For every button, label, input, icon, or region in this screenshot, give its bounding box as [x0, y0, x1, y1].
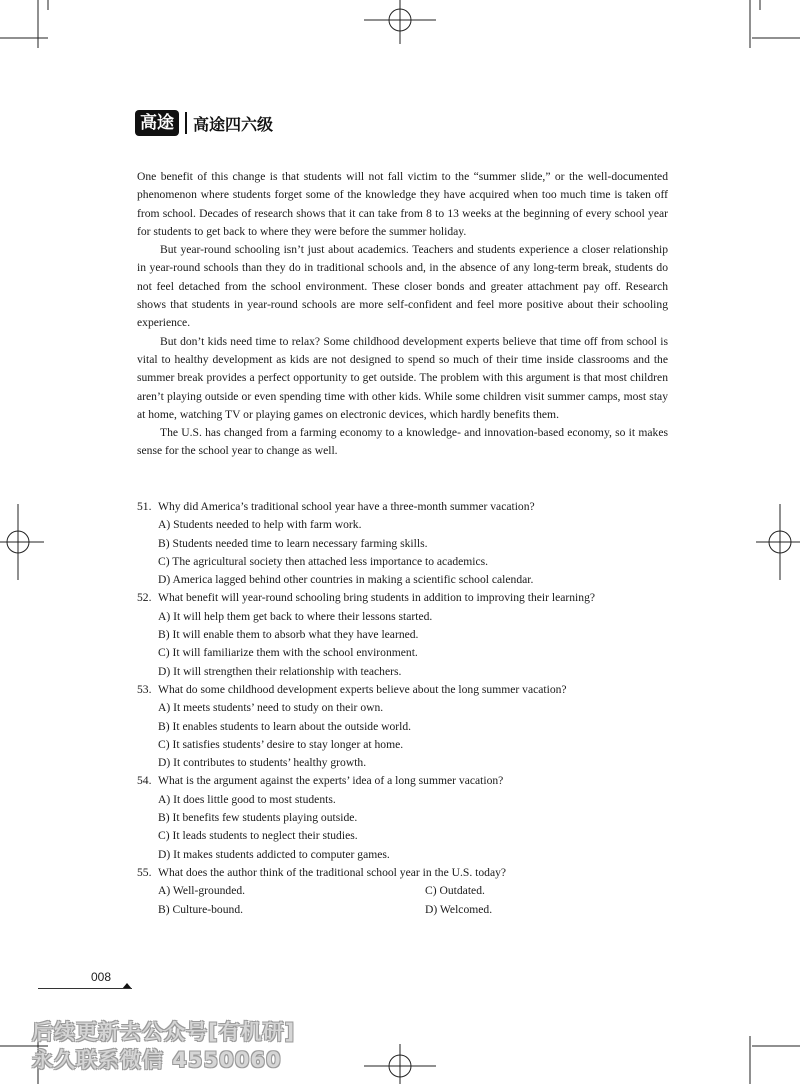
- answer-option: C) It will familiarize them with the school environment.: [158, 646, 418, 660]
- answer-option: C) The agricultural society then attached less importance to academics.: [158, 554, 489, 568]
- answer-option: D) Welcomed.: [425, 902, 493, 916]
- question-list: [137, 498, 668, 919]
- question-55: [137, 864, 668, 919]
- answer-option: D) It contributes to students’ healthy growth.: [158, 756, 367, 770]
- answer-option: B) Culture-bound.: [158, 902, 244, 916]
- page-number: 008: [91, 970, 112, 984]
- footer-rule: [38, 988, 132, 989]
- question-number: 54.: [137, 774, 152, 788]
- passage-paragraph: But don’t kids need time to relax? Some childhood development experts believe that time off from school is vital to healthy development as kids are not designed to spend so much of their time inside classrooms and the summer break provides a perfect opportunity to get outside. The problem with this argument is that most children aren’t playing outside or even spending time with other kids. While some children visit summer camps, most stay at home, watching TV or playing games on electronic devices, which hardly benefits them.: [137, 334, 668, 421]
- question-51: [137, 498, 668, 589]
- watermark-line: 永久联系微信 4550060: [32, 1048, 282, 1072]
- question-number: 53.: [137, 682, 152, 696]
- answer-option: A) It does little good to most students.: [158, 792, 336, 806]
- passage-paragraph: One benefit of this change is that students will not fall victim to the “summer slide,” or the well-documented phenomenon where students forget some of the knowledge they have acquired when too much time is taken off from school. Decades of research shows that it can take from 8 to 13 weeks at the beginning of every school year for students to get back to where they were before the summer holiday.: [137, 170, 668, 238]
- brand-header: [135, 110, 273, 136]
- passage-paragraph: But year-round schooling isn’t just about academics. Teachers and students experience a closer relationship in year-round schools than they do in traditional schools and, in the absence of any long-term break, students do not feel detached from the school environment. These closer bonds and greater attachment pay off. Research shows that students in year-round schools are more self-confident and feel more positive about their schooling experience.: [137, 243, 668, 330]
- question-number: 55.: [137, 865, 152, 879]
- answer-option: D) America lagged behind other countries in making a scientific school calendar.: [158, 573, 534, 587]
- question-52: [137, 589, 668, 680]
- answer-option: A) Well-grounded.: [158, 884, 246, 898]
- question-stem: Why did America’s traditional school year have a three-month summer vacation?: [158, 500, 535, 513]
- question-number: 52.: [137, 591, 152, 605]
- answer-option: D) It makes students addicted to computer games.: [158, 847, 390, 861]
- answer-option: C) It satisfies students’ desire to stay longer at home.: [158, 737, 404, 751]
- question-stem: What is the argument against the experts’ idea of a long summer vacation?: [158, 774, 504, 788]
- answer-option: B) It will enable them to absorb what they have learned.: [158, 628, 419, 642]
- answer-option: B) It benefits few students playing outside.: [158, 811, 358, 825]
- answer-option: A) It will help them get back to where their lessons started.: [158, 609, 433, 623]
- answer-option: B) It enables students to learn about the outside world.: [158, 719, 412, 733]
- watermark-line: 后续更新去公众号[有机研]: [32, 1020, 296, 1044]
- answer-option: A) Students needed to help with farm work.: [158, 518, 362, 532]
- question-stem: What do some childhood development experts believe about the long summer vacation?: [158, 682, 567, 696]
- answer-option: C) It leads students to neglect their studies.: [158, 829, 358, 843]
- answer-option: A) It meets students’ need to study on their own.: [158, 701, 384, 715]
- answer-option: D) It will strengthen their relationship with teachers.: [158, 664, 402, 678]
- question-stem: What does the author think of the traditional school year in the U.S. today?: [158, 865, 507, 879]
- answer-option: C) Outdated.: [425, 884, 485, 898]
- passage-paragraph: The U.S. has changed from a farming economy to a knowledge- and innovation-based economy, so it makes sense for the school year to change as well.: [137, 426, 668, 458]
- reading-passage: [137, 168, 668, 461]
- question-stem: What benefit will year-round schooling bring students in addition to improving their learning?: [158, 591, 596, 605]
- question-54: [137, 772, 668, 863]
- brand-divider: [185, 112, 187, 134]
- brand-name: 高途四六级: [193, 114, 274, 134]
- brand-logo: 高途: [135, 110, 179, 136]
- question-number: 51.: [137, 500, 152, 513]
- answer-option: B) Students needed time to learn necessary farming skills.: [158, 536, 428, 550]
- question-53: [137, 681, 668, 772]
